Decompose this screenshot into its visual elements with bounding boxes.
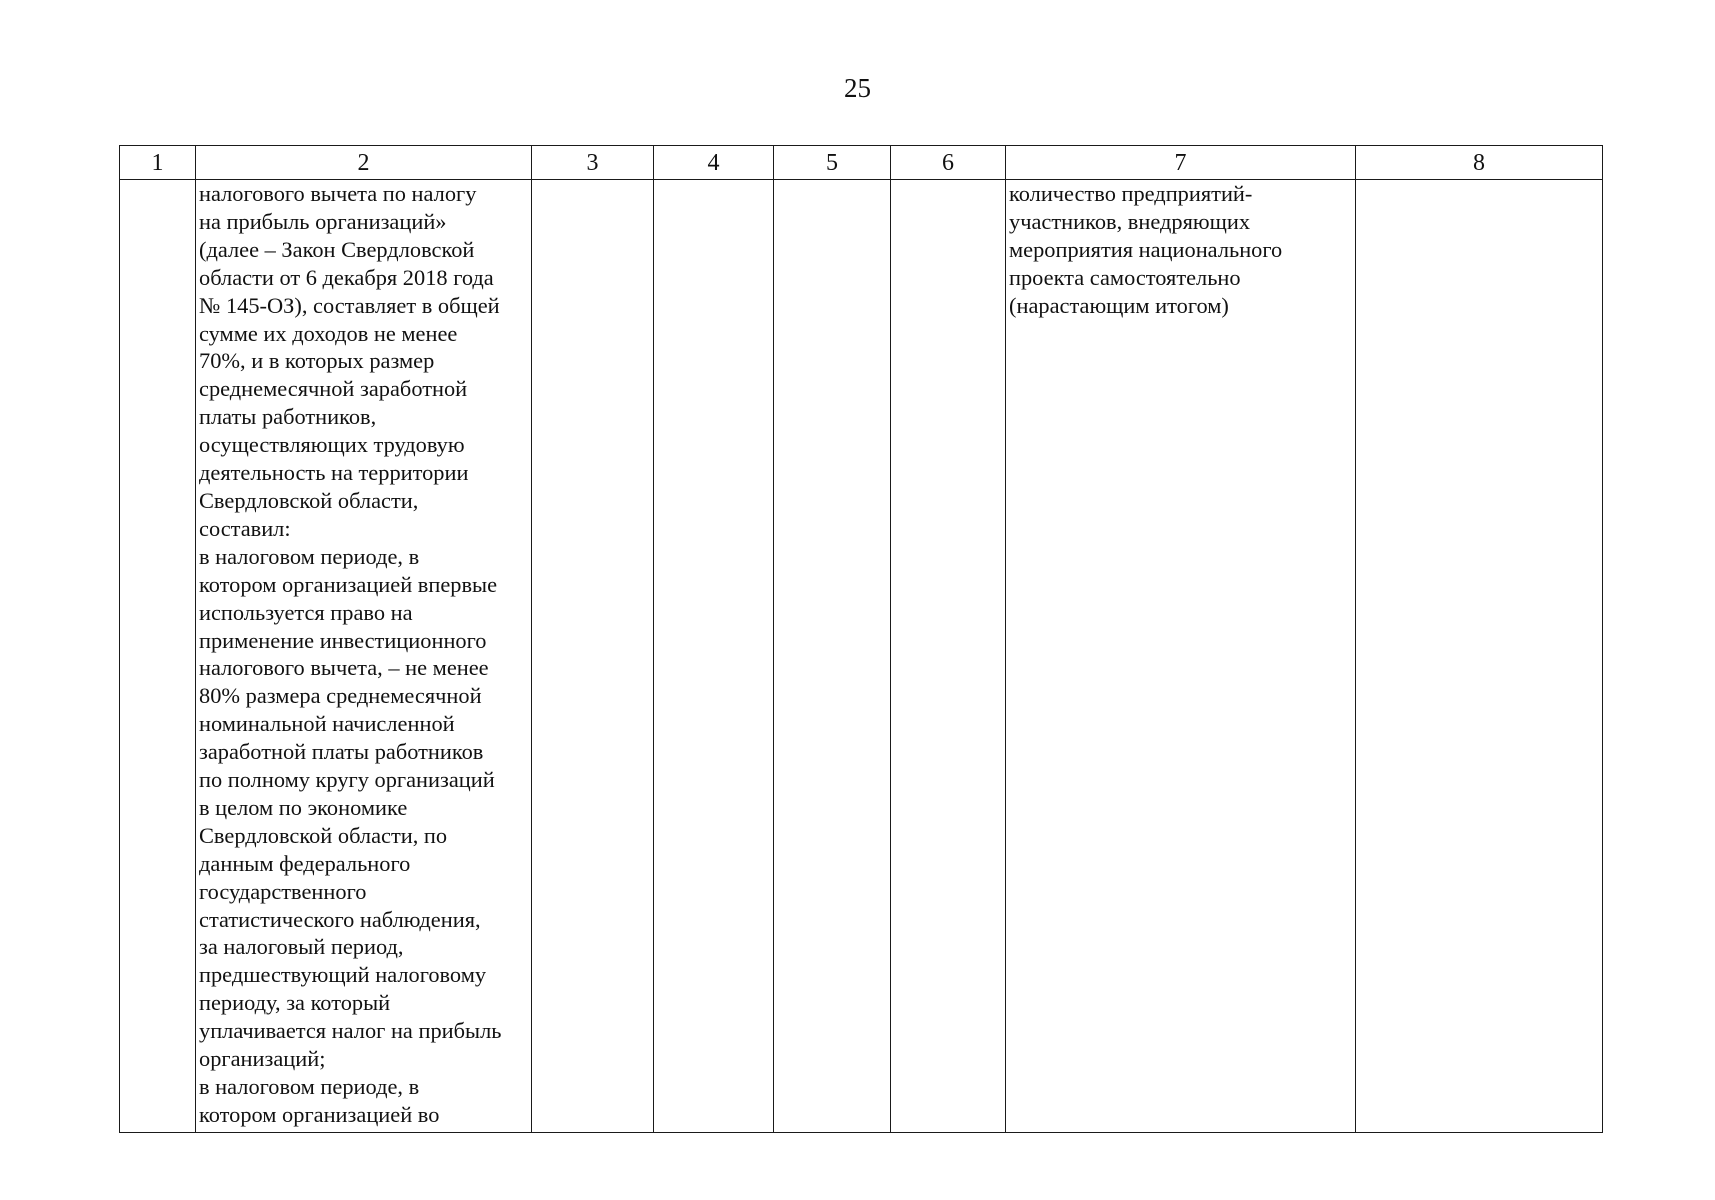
text-line: составил: <box>199 515 291 541</box>
text-line: по полному кругу организаций <box>199 767 495 793</box>
text-line: государственного <box>199 878 367 904</box>
text-line: Свердловской области, по <box>199 822 448 848</box>
header-cell-7: 7 <box>1006 146 1356 180</box>
text-line: заработной платы работников <box>199 739 484 765</box>
text-line: осуществляющих трудовую <box>199 432 465 458</box>
text-line: мероприятия национального <box>1009 236 1283 262</box>
text-line: участников, внедряющих <box>1009 208 1251 234</box>
text-line: котором организацией впервые <box>199 571 498 597</box>
text-line: за налоговый период, <box>199 934 404 960</box>
text-line: номинальной начисленной <box>199 711 455 737</box>
header-cell-4: 4 <box>654 146 774 180</box>
text-line: в целом по экономике <box>199 794 408 820</box>
table-row <box>120 180 1603 1133</box>
text-line: котором организацией во <box>199 1101 440 1127</box>
text-line: Свердловской области, <box>199 487 419 513</box>
header-cell-2: 2 <box>196 146 532 180</box>
document-table <box>119 145 1603 1133</box>
text-line: уплачивается налог на прибыль <box>199 1018 502 1044</box>
header-row <box>120 146 1603 180</box>
text-line: среднемесячной заработной <box>199 376 468 402</box>
text-line: предшествующий налоговому <box>199 962 487 988</box>
text-line: налогового вычета, – не менее <box>199 655 489 681</box>
cell-col-8 <box>1356 180 1603 1133</box>
text-line: платы работников, <box>199 404 377 430</box>
text-line: используется право на <box>199 599 413 625</box>
text-line: в налоговом периоде, в <box>199 543 420 569</box>
text-line: области от 6 декабря 2018 года <box>199 264 494 290</box>
text-line: периоду, за который <box>199 990 391 1016</box>
text-line: (нарастающим итогом) <box>1009 292 1229 318</box>
cell-col-5 <box>774 180 891 1133</box>
text-line: организаций; <box>199 1046 326 1072</box>
text-line: статистического наблюдения, <box>199 906 481 932</box>
text-line: 70%, и в которых размер <box>199 348 435 374</box>
text-line: № 145-ОЗ), составляет в общей <box>199 292 500 318</box>
text-line: 80% размера среднемесячной <box>199 683 482 709</box>
text-line: сумме их доходов не менее <box>199 320 458 346</box>
col-2-text <box>196 180 531 1129</box>
header-cell-8: 8 <box>1356 146 1603 180</box>
text-line: деятельность на территории <box>199 460 469 486</box>
cell-col-4 <box>654 180 774 1133</box>
cell-col-7 <box>1006 180 1356 1133</box>
page-number: 25 <box>844 73 871 103</box>
text-line: данным федерального <box>199 850 411 876</box>
text-line: применение инвестиционного <box>199 627 487 653</box>
text-line: (далее – Закон Свердловской <box>199 236 475 262</box>
text-line: проекта самостоятельно <box>1009 264 1241 290</box>
header-cell-3: 3 <box>532 146 654 180</box>
header-cell-1: 1 <box>120 146 196 180</box>
col-7-text <box>1006 180 1355 320</box>
text-line: налогового вычета по налогу <box>199 181 477 206</box>
text-line: в налоговом периоде, в <box>199 1074 420 1099</box>
cell-col-3 <box>532 180 654 1133</box>
cell-col-1 <box>120 180 196 1133</box>
cell-col-2 <box>196 180 532 1133</box>
text-line: на прибыль организаций» <box>199 208 447 234</box>
header-cell-5: 5 <box>774 146 891 180</box>
header-cell-6: 6 <box>891 146 1006 180</box>
text-line: количество предприятий- <box>1009 181 1253 206</box>
cell-col-6 <box>891 180 1006 1133</box>
